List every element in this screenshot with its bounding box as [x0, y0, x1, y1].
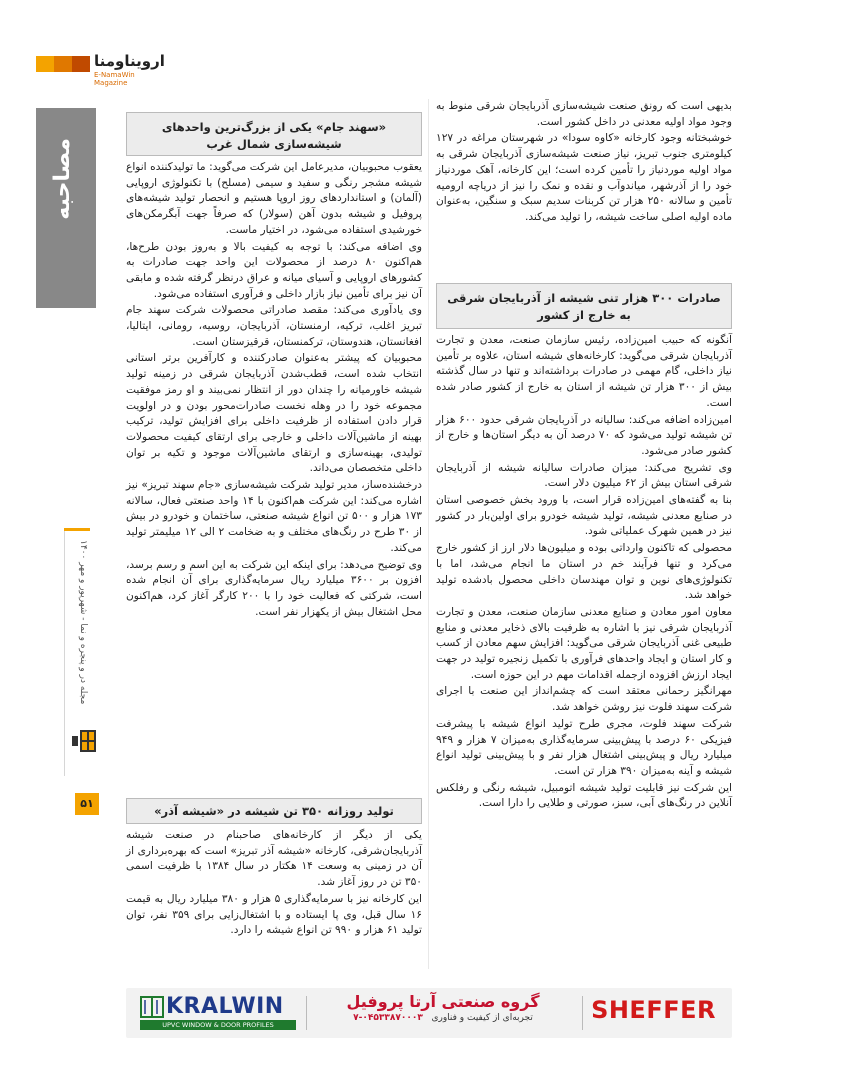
- phone-number: ۰۴۵۳۳۸۷۰۰۰۳-۷: [353, 1013, 423, 1023]
- side-rule: [64, 528, 65, 776]
- paragraph: وی اضافه می‌کند: با توجه به کیفیت بالا و به‌روز بودن طرح‌ها، هم‌اکنون ۸۰ درصد از محصولات این واحد جهت صادرات به کشورهای اروپایی و آسیای میانه و عراق درنظر گرفته شده و مابقی آن نیز برای تأمین نیاز بازار داخلی و فرآوری استفاده می‌شود.: [126, 240, 422, 300]
- paragraph: بنا به گفته‌های امین‌زاده قرار است، با ورود بخش خصوصی استان در صنایع معدنی شیشه، تولید شیشه خودرو برای اولین‌بار در کشور نیز در همین شهرک عملیاتی شود.: [436, 494, 732, 538]
- column-divider: [428, 99, 429, 969]
- kralwin-logo: [138, 994, 296, 1032]
- group-name: گروه صنعتی آرتا پروفیل: [346, 992, 540, 1011]
- paragraph: درخشنده‌ساز، مدیر تولید شرکت شیشه‌سازی «جام سهند تبریز» نیز اشاره می‌کند: این شرکت هم‌اکنون با ۱۴ واحد صنعتی فعال، سالانه ۱۷۳ هزار و ۵۰۰ تن انواع شیشه صنعتی، ساختمان و خودرو در بیش از ۳۰ طرح در رنگ‌های مختلف و به ضخامت ۲ الی ۱۲ میلیمتر تولید می‌کند.: [126, 479, 423, 554]
- paragraph: یکی از دیگر از کارخانه‌های صاحبنام در صنعت شیشه آذربایجان‌شرقی، کارخانه «شیشه آذر تبریز» است که بهره‌برداری از آن در زمینی به وسعت ۱۴ هکتار در سال ۱۳۸۴ با ظرفیت اسمی ۳۵۰ تن در روز آغاز شد.: [126, 829, 422, 889]
- window-frame-icon: [140, 996, 164, 1018]
- right-column-cont: [436, 333, 732, 813]
- heading-shishe-azar: تولید روزانه ۳۵۰ تن شیشه در «شیشه آذر»: [126, 798, 422, 824]
- section-tab: [36, 108, 96, 308]
- paragraph: وی یادآوری می‌کند: مقصد صادراتی محصولات شرکت سهند جام تبریز اغلب، ترکیه، ارمنستان، آذربایجان، روسیه، رومانی، ایتالیا، افغانستان، هندوستان، ترکمنستان، قرقیزستان است.: [126, 304, 422, 348]
- paragraph: این کارخانه نیز با سرمایه‌گذاری ۵ هزار و ۳۸۰ میلیارد ریال به قیمت ۱۶ سال قبل، وی پا ایستاده و با اشتغال‌زایی برای ۳۵۹ نفر، توان تولید ۶۱ هزار و ۹۹۰ تن انواع شیشه را دارد.: [126, 892, 422, 937]
- paragraph: امین‌زاده اضافه می‌کند: سالیانه در آذربایجان شرقی حدود ۶۰۰ هزار تن شیشه تولید می‌شود که ۷۰ درصد آن به دیگر استان‌ها و خارج از کشور صادر می‌شود.: [436, 413, 732, 457]
- left-column: [126, 160, 422, 621]
- paragraph: آنگونه که حبیب امین‌زاده، رئیس سازمان صنعت، معدن و تجارت آذربایجان شرقی می‌گوید: کارخانه‌های شیشه استان، علاوه بر تأمین نیاز داخلی، گام مهمی در صادرات برداشته‌اند و تنها در سال گذشته بیش از ۳۰۰ هزار تن شیشه از استان به خارج از کشور صادر شده است.: [436, 334, 732, 409]
- issue-info: مجله در و پنجره و نما - شهریور و مهر ۱۴۰۰: [78, 540, 88, 705]
- heading-sahand-jam: «سهند جام» یکی از بزرگ‌ترین واحدهای شیشه‌سازی شمال غرب: [126, 112, 422, 156]
- page-number: ۵۱: [75, 793, 99, 815]
- arta-profile-block: [318, 992, 568, 1034]
- footer-separator: [582, 996, 583, 1030]
- window-icon: [70, 728, 98, 754]
- right-column: [436, 99, 732, 227]
- paragraph: محبوبیان که پیشتر به‌عنوان صادرکننده و کارآفرین برتر استانی انتخاب شده است، قطب‌شدن آذربایجان شرقی در زمینه تولید شیشه خاورمیانه را چندان دور از انتظار نمی‌بیند و او رمز موفقیت مجموعه خود را در وهله نخست صادرات‌محور بودن و در اولویت قرار دادن استفاده از ظرفیت داخلی برای افزایش تولید، ترکیب بهینه از ماشین‌آلات داخلی و خارجی برای ارتقای کیفیت محصولات تولیدی، بهینه‌سازی و ارتقای ماشین‌آلات موجود و تکیه بر توان داخلی متخصصان می‌داند.: [126, 352, 422, 475]
- paragraph: مهرانگیز رحمانی معتقد است که چشم‌انداز این صنعت با اجرای شرکت سهند فلوت نیز روشن خواهد شد.: [436, 685, 732, 714]
- paragraph: یعقوب محبوبیان، مدیرعامل این شرکت می‌گوید: ما تولیدکننده انواع شیشه مشجر رنگی و سفید و سیمی (مسلح) با تکنولوژی اروپایی (آلمان) و استانداردهای روز اروپا هستیم و انحصار تولید شیشه‌های پروفیل و شیشه بدون آهن (سولار) که صرفاً جهت آبگرمکن‌های خورشیدی استفاده می‌شود، در اختیار ماست.: [126, 161, 422, 236]
- footer-contact: [318, 1013, 568, 1023]
- magazine-logo: [36, 52, 165, 87]
- logo-color-bar: [36, 56, 90, 72]
- left-column-cont: [126, 828, 422, 940]
- kralwin-tagline: UPVC WINDOW & DOOR PROFILES: [140, 1020, 296, 1030]
- magazine-sub: E-NamaWin Magazine: [94, 71, 135, 87]
- section-label: مصاحبه: [50, 138, 75, 220]
- paragraph: بدیهی است که رونق صنعت شیشه‌سازی آذربایجان شرقی منوط به وجود مواد اولیه معدنی در داخل کشور است.: [436, 100, 732, 128]
- magazine-name: ارویناومنا: [94, 52, 165, 70]
- paragraph: وی تشریح می‌کند: میزان صادرات سالیانه شیشه از آذربایجان شرقی استان بیش از ۶۲ میلیون دلار است.: [436, 461, 732, 490]
- footer-separator: [306, 996, 307, 1030]
- side-accent: [64, 528, 90, 531]
- tagline: تجربه‌ای از کیفیت و فناوری: [431, 1013, 533, 1023]
- paragraph: وی توضیح می‌دهد: برای اینکه این شرکت به این اسم و رسم برسد، افزون بر ۳۶۰۰ میلیارد ریال سرمایه‌گذاری برای آن انجام شده است، شرکتی که فعالیت خود را با ۲۰۰ کارگر آغاز کرد، هم‌اکنون محل اشتغال بیش از یکهزار نفر است.: [126, 558, 423, 618]
- footer-advertisement[interactable]: [126, 988, 732, 1038]
- sheffer-logo: SHEFFER: [591, 996, 716, 1024]
- paragraph: معاون امور معادن و صنایع معدنی سازمان صنعت، معدن و تجارت آذربایجان شرقی نیز با اشاره به ظرفیت بالای ذخایر معدنی و منابع طبیعی غنی آذربایجان شرقی می‌گوید: افزایش سهم معادن از کسب و کار استان و ایجاد واحدهای فرآوری با تکمیل زنجیره تولید در جهت ایجاد ارزش افزوده ازجمله اقدامات مهم در این حوزه است.: [436, 605, 732, 681]
- paragraph: محصولی که تاکنون وارداتی بوده و میلیون‌ها دلار ارز از کشور خارج می‌کرد و تنها فرآیند خم در استان ما انجام می‌شد، اما با تکنولوژی‌های نوین و توان مهندسان داخلی محصول بادشده تولید خواهد شد.: [436, 542, 732, 602]
- paragraph: خوشبختانه وجود کارخانه «کاوه سودا» در شهرستان مراغه در ۱۲۷ کیلومتری جنوب تبریز، نیاز صنعت شیشه‌سازی آذربایجان شرقی به مواد اولیه موردنیاز را تأمین کرده است؛ این کارخانه، آهک موردنیاز خود را از آذرشهر، میاندوآب و نقده و نمک را نیز از دریاچه ارومیه تأمین و سالانه ۲۵۰ هزار تن کربنات سدیم سبک و سنگین، به‌عنوان ماده اولیه اصلی ساخت شیشه، را تولید می‌کند.: [436, 132, 732, 223]
- kralwin-name: KRALWIN: [166, 994, 284, 1019]
- heading-exports: صادرات ۳۰۰ هزار تنی شیشه از آذربایجان شرقی به خارج از کشور: [436, 283, 732, 329]
- paragraph: این شرکت نیز قابلیت تولید شیشه اتومبیل، شیشه رنگی و رفلکس آنلاین در رنگ‌های آبی، سبز، صورتی و طلایی را دارا است.: [436, 781, 732, 810]
- paragraph: شرکت سهند فلوت، مجری طرح تولید انواع شیشه با پیشرفت فیزیکی ۶۰ درصد با پیش‌بینی سرمایه‌گذاری به‌میزان ۷ هزار و ۹۴۹ میلیارد ریال و پیش‌بینی اشتغال هزار نفر و با پیش‌بینی تولید انواع شیشه و آینه به‌میزان ۳۹۰ هزار تن است.: [436, 717, 732, 777]
